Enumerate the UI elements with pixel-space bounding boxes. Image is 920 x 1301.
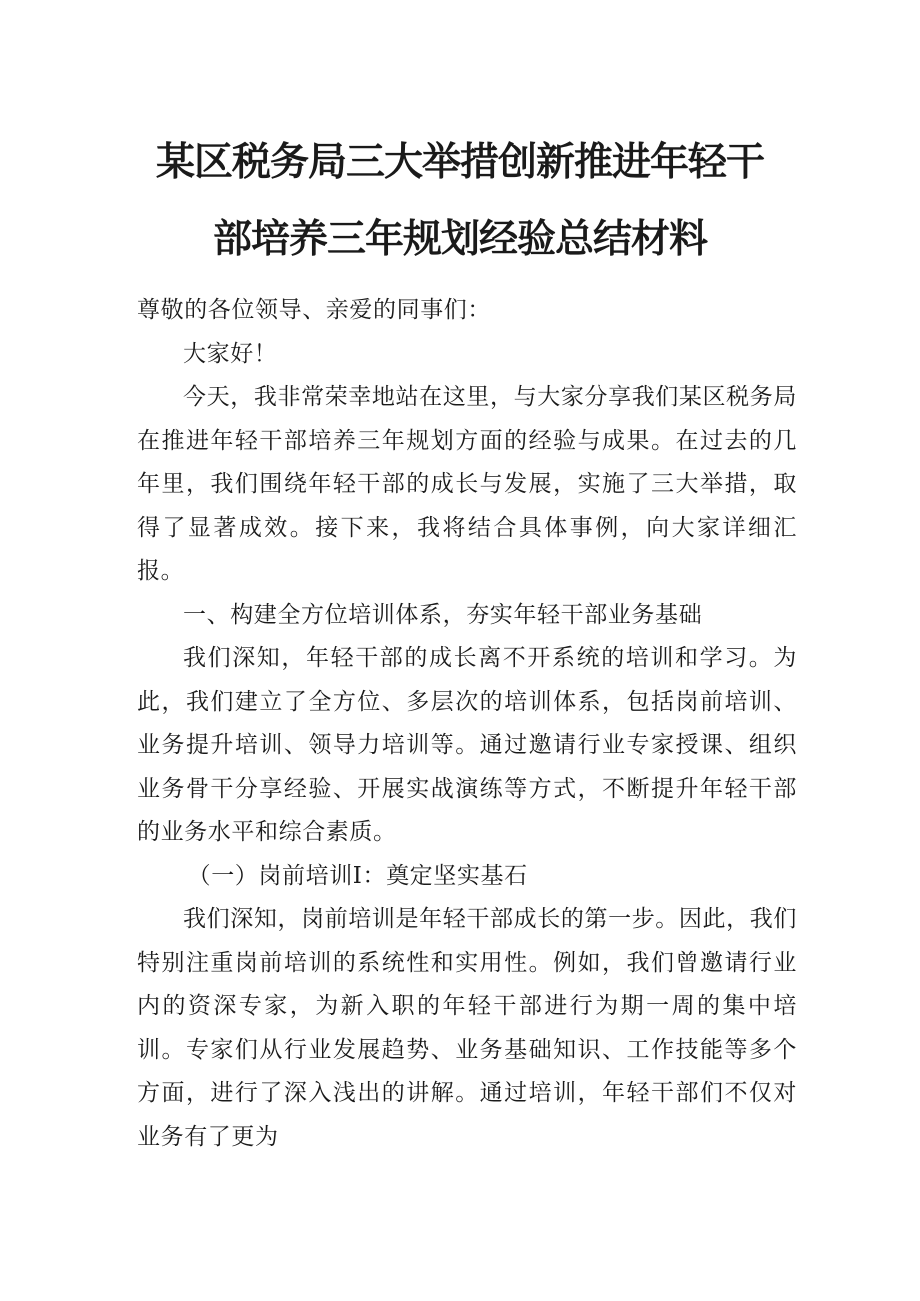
section-heading-1: 一、构建全方位培训体系，夯实年轻干部业务基础 <box>183 601 703 628</box>
document-body <box>137 289 797 1159</box>
greeting: 大家好！ <box>183 340 278 367</box>
intro-paragraph: 今天，我非常荣幸地站在这里，与大家分享我们某区税务局在推进年轻干部培养三年规划方面的经验与成果。在过去的几年里，我们围绕年轻干部的成长与发展，实施了三大举措，取得了显著成效。接下来，我将结合具体事例，向大家详细汇报。 <box>137 384 797 584</box>
salutation: 尊敬的各位领导、亲爱的同事们： <box>137 297 491 323</box>
section-1-paragraph: 我们深知，年轻干部的成长离不开系统的培训和学习。为此，我们建立了全方位、多层次的培训体系，包括岗前培训、业务提升培训、领导力培训等。通过邀请行业专家授课、组织业务骨干分享经验、开展实战演练等方式，不断提升年轻干部的业务水平和综合素质。 <box>137 645 797 845</box>
document-title-line-2: 部培养三年规划经验总结材料 <box>212 217 707 262</box>
subsection-1-paragraph: 我们深知，岗前培训是年轻干部成长的第一步。因此，我们特别注重岗前培训的系统性和实用性。例如，我们曾邀请行业内的资深专家，为新入职的年轻干部进行为期一周的集中培训。专家们从行业发展趋势、业务基础知识、工作技能等多个方面，进行了深入浅出的讲解。通过培训，年轻干部们不仅对业务有了更为 <box>137 906 797 1150</box>
subsection-heading-1: （一）岗前培训Ⅰ：奠定坚实基石 <box>187 862 528 889</box>
document-title-line-1: 某区税务局三大举措创新推进年轻干 <box>155 140 764 185</box>
